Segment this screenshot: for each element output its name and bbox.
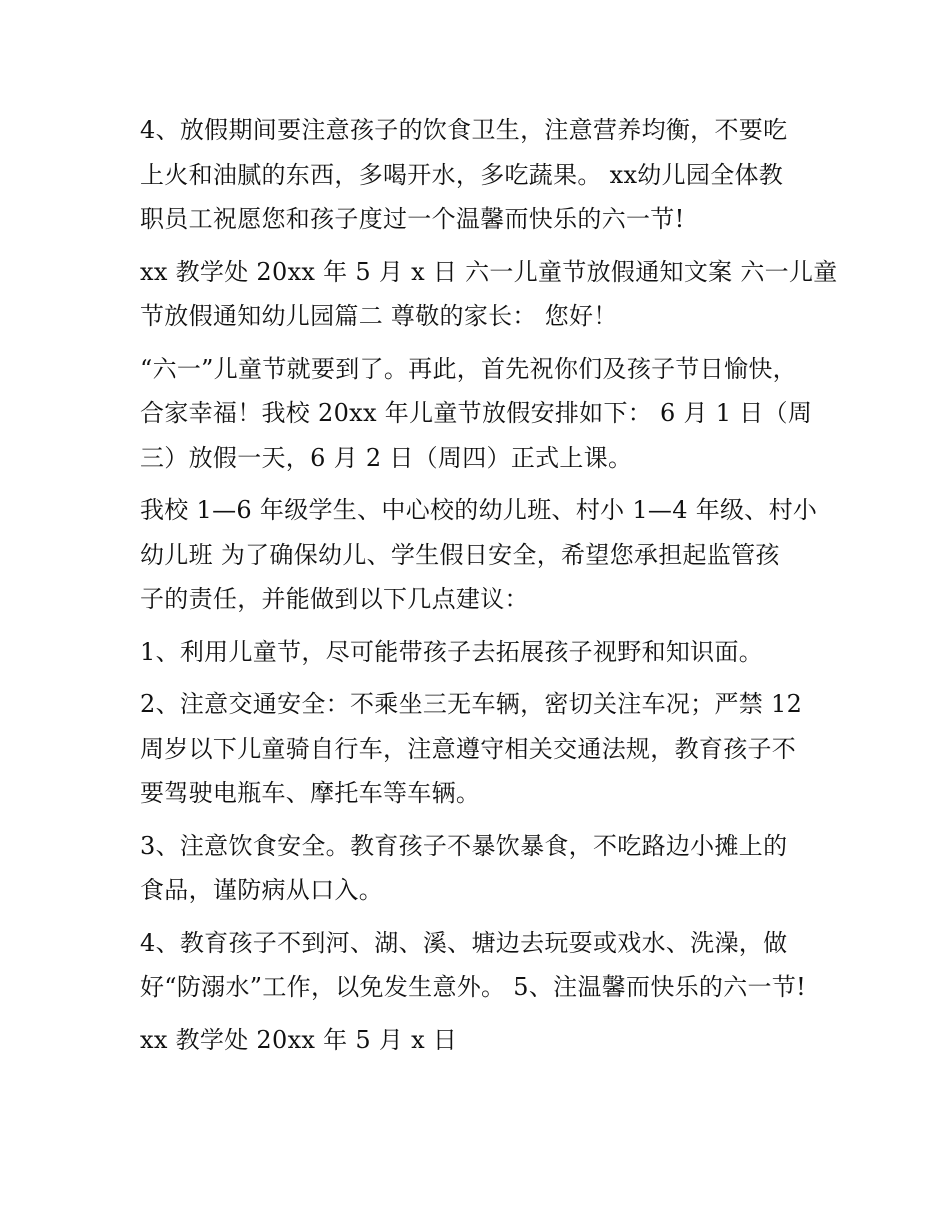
text-line: 好“防溺水”工作，以免发生意外。 5、注温馨而快乐的六一节! xyxy=(140,973,807,1001)
text-line: 4、教育孩子不到河、湖、溪、塘边去玩耍或戏水、洗澡，做 xyxy=(140,928,788,957)
text-line: 2、注意交通安全：不乘坐三无车辆，密切关注车况；严禁 12 xyxy=(140,690,803,718)
text-line: 4、放假期间要注意孩子的饮食卫生，注意营养均衡，不要吃 xyxy=(140,116,788,144)
text-line: 食品，谨防病从口入。 xyxy=(140,876,383,904)
text-line: xx 教学处 20xx 年 5 月 x 日 六一儿童节放假通知文案 六一儿童 xyxy=(140,257,838,286)
paragraph-item-2 xyxy=(140,682,820,816)
text-line: 1、利用儿童节，尽可能带孩子去拓展孩子视野和知识面。 xyxy=(140,637,764,666)
text-line: xx 教学处 20xx 年 5 月 x 日 xyxy=(140,1025,458,1054)
text-line: 周岁以下儿童骑自行车，注意遵守相关交通法规，教育孩子不 xyxy=(140,734,797,763)
paragraph-item-1 xyxy=(140,630,820,675)
text-line: 上火和油腻的东西，多喝开水，多吃蔬果。 xx幼儿园全体教 xyxy=(140,160,784,189)
text-line: 三）放假一天，6 月 2 日（周四）正式上课。 xyxy=(140,443,633,472)
document-body xyxy=(140,108,838,1062)
paragraph-diet-hygiene xyxy=(140,108,820,242)
text-line: “六一”儿童节就要到了。再此，首先祝你们及孩子节日愉快， xyxy=(140,354,797,383)
text-line: 要驾驶电瓶车、摩托车等车辆。 xyxy=(140,779,481,807)
paragraph-closing-signature xyxy=(140,1018,820,1063)
paragraph-signature-and-heading xyxy=(140,250,838,339)
paragraph-item-3 xyxy=(140,824,820,913)
text-line: 节放假通知幼儿园篇二 尊敬的家长： 您好！ xyxy=(140,302,618,330)
text-line: 我校 1—6 年级学生、中心校的幼儿班、村小 1—4 年级、村小 xyxy=(140,496,818,524)
text-line: 职员工祝愿您和孩子度过一个温馨而快乐的六一节! xyxy=(140,205,685,233)
paragraph-item-4 xyxy=(140,921,820,1010)
paragraph-safety-intro xyxy=(140,488,820,622)
text-line: 幼儿班 为了确保幼儿、学生假日安全，希望您承担起监管孩 xyxy=(140,540,780,569)
paragraph-holiday-schedule xyxy=(140,347,820,481)
text-line: 子的责任，并能做到以下几点建议： xyxy=(140,585,529,613)
text-line: 合家幸福！我校 20xx 年儿童节放假安排如下： 6 月 1 日（周 xyxy=(140,399,813,427)
text-line: 3、注意饮食安全。教育孩子不暴饮暴食，不吃路边小摊上的 xyxy=(140,831,788,860)
